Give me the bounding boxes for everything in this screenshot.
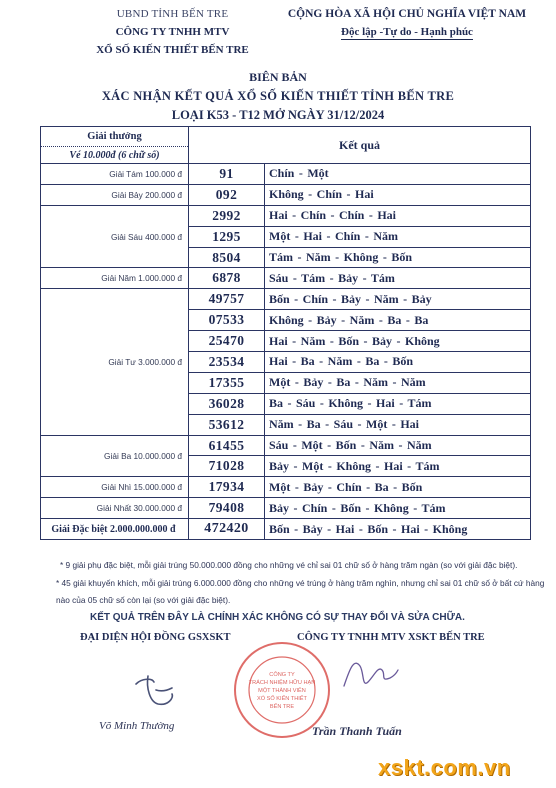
number-in-words: Một - Bảy - Chín - Ba - Bốn [265,477,531,498]
number-in-words: Chín - Một [265,164,531,185]
motto: Độc lập -Tự do - Hạnh phúc [341,26,473,38]
number-in-words: Ba - Sáu - Không - Hai - Tám [265,393,531,414]
winning-number: 49757 [189,289,265,310]
stamp-line: CÔNG TY [269,672,295,678]
doc-title: BIÊN BẢN [249,70,307,84]
org-parent: UBND TỈNH BẾN TRE [116,8,229,20]
prize-label: Giải Năm 1.000.000 đ [41,268,189,289]
prize-label: Giải Bảy 200.000 đ [41,184,189,205]
prize-label: Giải Tám 100.000 đ [41,164,189,185]
results-table [40,126,531,540]
org-name: CÔNG TY TNHH MTV [115,26,230,38]
number-in-words: Bốn - Bảy - Hai - Bốn - Hai - Không [265,519,531,540]
council-representative-title: ĐẠI DIỆN HỘI ĐỒNG GSXSKT [80,632,231,643]
note-special-consolation: * 9 giải phụ đặc biệt, mỗi giải trúng 50.000.000 đồng cho những vé chỉ sai 01 chữ số ở hàng trăm ngàn (so với giải đặc biệt). [60,560,518,570]
winning-number: 8504 [189,247,265,268]
company-representative-title: CÔNG TY TNHH MTV XSKT BẾN TRE [297,632,485,643]
winning-number: 07533 [189,310,265,331]
number-in-words: Tám - Năm - Không - Bốn [265,247,531,268]
winning-number: 092 [189,184,265,205]
stamp-line: TRÁCH NHIỆM HỮU HẠN [248,680,316,686]
stamp-line: MỘT THÀNH VIÊN [258,688,306,694]
council-signature-icon [128,668,198,714]
winning-number: 36028 [189,393,265,414]
number-in-words: Năm - Ba - Sáu - Một - Hai [265,414,531,435]
number-in-words: Không - Chín - Hai [265,184,531,205]
result-row [41,477,531,498]
result-row [41,519,531,540]
winning-number: 472420 [189,519,265,540]
note-encouragement: * 45 giải khuyến khích, mỗi giải trúng 6.000.000 đồng cho những vé trúng ở hàng trăm nghìn, nhưng chỉ sai 01 chữ số ở bất cứ hàng nào của 05 chữ số còn lại (so với giải đặc biệt). [56,578,545,605]
winning-number: 61455 [189,435,265,456]
company-signer-name: Trần Thanh Tuấn [312,724,402,738]
number-in-words: Một - Hai - Chín - Năm [265,226,531,247]
col-prize-header: Giải thưởng [41,127,189,147]
confirmation-statement: KẾT QUẢ TRÊN ĐÂY LÀ CHÍNH XÁC KHÔNG CÓ SỰ THAY ĐỔI VÀ SỬA CHỮA. [90,612,465,623]
number-in-words: Hai - Chín - Chín - Hai [265,205,531,226]
number-in-words: Không - Bảy - Năm - Ba - Ba [265,310,531,331]
winning-number: 71028 [189,456,265,477]
result-row [41,184,531,205]
number-in-words: Sáu - Tám - Bảy - Tám [265,268,531,289]
number-in-words: Một - Bảy - Ba - Năm - Năm [265,372,531,393]
number-in-words: Sáu - Một - Bốn - Năm - Năm [265,435,531,456]
winning-number: 17934 [189,477,265,498]
number-in-words: Bảy - Một - Không - Hai - Tám [265,456,531,477]
result-row [41,435,531,456]
org-sub: XỔ SỐ KIẾN THIẾT BẾN TRE [96,44,249,56]
winning-number: 79408 [189,498,265,519]
republic-title: CỘNG HÒA XÃ HỘI CHỦ NGHĨA VIỆT NAM [287,8,527,20]
winning-number: 53612 [189,414,265,435]
winning-number: 91 [189,164,265,185]
results-body [41,164,531,540]
prize-label: Giải Ba 10.000.000 đ [41,435,189,477]
result-row [41,164,531,185]
result-row [41,498,531,519]
number-in-words: Bốn - Chín - Bảy - Năm - Bảy [265,289,531,310]
number-in-words: Bảy - Chín - Bốn - Không - Tám [265,498,531,519]
prize-label: Giải Đặc biệt 2.000.000.000 đ [41,519,189,540]
prize-label: Giải Nhì 15.000.000 đ [41,477,189,498]
col-ticket-header: Vé 10.000đ (6 chữ số) [41,147,189,164]
result-row [41,205,531,226]
council-signer-name: Võ Minh Thường [99,720,175,732]
source-watermark: xskt.com.vn [378,755,511,780]
number-in-words: Hai - Năm - Bốn - Bảy - Không [265,331,531,352]
company-signature-icon [340,648,400,698]
prize-label: Giải Nhất 30.000.000 đ [41,498,189,519]
doc-subtitle: XÁC NHẬN KẾT QUẢ XỔ SỐ KIẾN THIẾT TỈNH BẾN TRE [101,89,455,103]
winning-number: 25470 [189,331,265,352]
issuer-block [60,8,285,56]
result-row [41,268,531,289]
col-result-header: Kết quả [189,127,531,164]
stamp-line: XỔ SỐ KIẾN THIẾT [257,696,307,702]
prize-label: Giải Sáu 400.000 đ [41,205,189,268]
result-row [41,289,531,310]
winning-number: 1295 [189,226,265,247]
svg-text:CÔNG TYTRÁCH NHIỆM HỮU HẠNMỘT [249,671,316,710]
winning-number: 2992 [189,205,265,226]
prize-label: Giải Tư 3.000.000 đ [41,289,189,435]
winning-number: 23534 [189,352,265,373]
stamp-line: BẾN TRE [269,704,295,710]
winning-number: 6878 [189,268,265,289]
draw-info: LOẠI K53 - T12 MỞ NGÀY 31/12/2024 [171,108,385,122]
number-in-words: Hai - Ba - Năm - Ba - Bốn [265,352,531,373]
winning-number: 17355 [189,372,265,393]
national-heading [262,8,552,40]
